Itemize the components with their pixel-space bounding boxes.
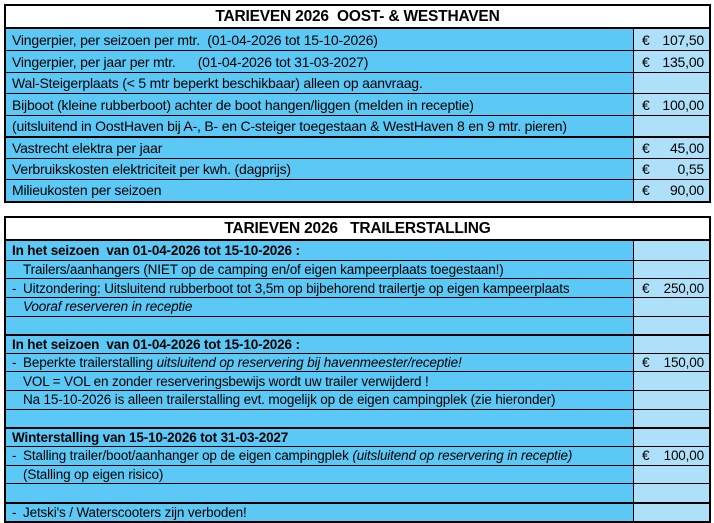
row-description: [6, 466, 633, 484]
text-segment: (Stalling op eigen risico): [23, 467, 164, 482]
text-segment: uitsluitend op reservering bij havenmeester/receptie!: [156, 355, 462, 371]
text-segment: Vastrecht elektra per jaar: [12, 139, 163, 156]
currency-symbol: €: [642, 96, 650, 113]
currency-symbol: €: [642, 182, 650, 199]
dash-bullet: -: [12, 355, 17, 371]
price-cell: [633, 317, 709, 335]
table-row: [6, 446, 709, 465]
price-amount: 100,00: [662, 96, 704, 113]
row-description: [6, 241, 633, 260]
table-row: [6, 260, 709, 279]
currency-symbol: €: [642, 139, 650, 156]
price-cell: [633, 391, 709, 409]
price-cell: [633, 73, 709, 93]
price-cell: [633, 51, 709, 71]
table-row: [6, 158, 709, 179]
price-cell: [633, 372, 709, 390]
table-row: [6, 29, 709, 50]
table-row: [6, 465, 709, 484]
text-segment: Vingerpier, per jaar per mtr. (01-04-2026 tot 31-03-2027): [12, 53, 369, 70]
row-description: [6, 391, 633, 409]
currency-symbol: €: [642, 355, 650, 371]
text-segment: Verbruikskosten elektriciteit per kwh. (dagprijs): [12, 160, 291, 177]
price-amount: 135,00: [662, 53, 704, 70]
table-row: [6, 115, 709, 136]
row-description: [6, 94, 633, 114]
price-cell: [633, 94, 709, 114]
price-amount: 45,00: [669, 139, 704, 156]
price-cell: [633, 410, 709, 428]
table-row: [6, 371, 709, 390]
table-row: [6, 278, 709, 297]
row-description: [6, 484, 633, 502]
dash-bullet: -: [12, 448, 17, 464]
table-rows: [6, 29, 709, 201]
table-row: [6, 179, 709, 200]
price-cell: [633, 279, 709, 297]
price-cell: [633, 180, 709, 200]
table-row: [6, 502, 709, 521]
price-amount: 107,50: [662, 31, 704, 48]
price-cell: [633, 484, 709, 502]
price-cell: [633, 241, 709, 260]
table-row: [6, 316, 709, 335]
text-segment: Stalling trailer/boot/aanhanger op de eigen campingplek: [23, 448, 353, 464]
table-row: [6, 241, 709, 260]
table-rows: [6, 241, 709, 521]
row-description: [6, 180, 633, 200]
currency-symbol: €: [642, 31, 650, 48]
row-description: [6, 372, 633, 390]
table-row: [6, 409, 709, 428]
row-description: [6, 410, 633, 428]
row-description: [6, 159, 633, 179]
dash-bullet: -: [12, 280, 17, 296]
price-cell: [633, 447, 709, 465]
row-description: [6, 279, 633, 297]
currency-symbol: €: [642, 160, 650, 177]
price-cell: [633, 261, 709, 279]
table-row: [6, 483, 709, 502]
row-description: [6, 429, 633, 446]
row-description: [6, 261, 633, 279]
text-segment: Trailers/aanhangers (NIET op de camping en/of eigen kampeerplaats toegestaan!): [23, 261, 504, 277]
text-segment: In het seizoen van 01-04-2026 tot 15-10-2026 :: [12, 242, 300, 258]
table-row: [6, 390, 709, 409]
table-oost-westhaven: [4, 4, 711, 203]
table-row: [6, 72, 709, 93]
price-cell: [633, 336, 709, 353]
row-description: [6, 29, 633, 50]
table-row: [6, 427, 709, 446]
table-row: [6, 297, 709, 316]
row-description: [6, 73, 633, 93]
price-cell: [633, 159, 709, 179]
text-segment: Vooraf reserveren in receptie: [23, 299, 193, 315]
row-description: [6, 447, 633, 465]
row-description: [6, 354, 633, 372]
row-description: [6, 116, 633, 136]
text-segment: Winterstalling van 15-10-2026 tot 31-03-2027: [12, 430, 289, 446]
price-cell: [633, 429, 709, 446]
currency-symbol: €: [642, 448, 650, 464]
currency-symbol: €: [642, 53, 650, 70]
price-amount: 250,00: [663, 280, 704, 296]
text-segment: Milieukosten per seizoen: [12, 182, 162, 199]
price-cell: [633, 138, 709, 157]
table-title-trailerstalling: TARIEVEN 2026 TRAILERSTALLING: [6, 218, 709, 241]
table-row: [6, 353, 709, 372]
price-cell: [633, 504, 709, 521]
price-amount: 90,00: [669, 182, 704, 199]
price-cell: [633, 354, 709, 372]
dash-bullet: -: [12, 504, 17, 520]
text-segment: (uitsluitend op reservering in receptie): [352, 448, 573, 464]
table-row: [6, 334, 709, 353]
currency-symbol: €: [642, 280, 650, 296]
price-cell: [633, 466, 709, 484]
text-segment: Bijboot (kleine rubberboot) achter de boot hangen/liggen (melden in receptie): [12, 96, 474, 113]
price-cell: [633, 116, 709, 136]
text-segment: In het seizoen van 01-04-2026 tot 15-10-2026 :: [12, 337, 300, 353]
text-segment: Vingerpier, per seizoen per mtr. (01-04-2026 tot 15-10-2026): [12, 31, 378, 48]
text-segment: Jetski's / Waterscooters zijn verboden!: [23, 504, 247, 520]
price-cell: [633, 29, 709, 50]
text-segment: Na 15-10-2026 is alleen trailerstalling evt. mogelijk op de eigen campingplek (zie hieronder): [23, 392, 556, 408]
text-segment: Uitzondering: Uitsluitend rubberboot tot 3,5m op bijbehorend trailertje op eigen kampeerplaats: [23, 280, 570, 296]
row-description: [6, 298, 633, 316]
price-amount: 0,55: [677, 160, 704, 177]
table-title-oost-westhaven: TARIEVEN 2026 OOST- & WESTHAVEN: [6, 6, 709, 29]
price-amount: 100,00: [663, 448, 704, 464]
price-cell: [633, 298, 709, 316]
text-segment: (uitsluitend in OostHaven bij A-, B- en C-steiger toegestaan & WestHaven 8 en 9 mtr. pieren): [12, 117, 567, 134]
price-amount: 150,00: [663, 355, 704, 371]
text-segment: VOL = VOL en zonder reserveringsbewijs wordt uw trailer verwijderd !: [23, 373, 429, 389]
table-trailerstalling: [4, 216, 711, 523]
row-description: [6, 336, 633, 353]
table-row: [6, 136, 709, 157]
row-description: [6, 504, 633, 521]
row-description: [6, 51, 633, 71]
row-description: [6, 138, 633, 157]
text-segment: Beperkte trailerstalling: [23, 355, 157, 371]
table-row: [6, 50, 709, 71]
text-segment: Wal-Steigerplaats (< 5 mtr beperkt beschikbaar) alleen op aanvraag.: [12, 75, 423, 92]
table-row: [6, 93, 709, 114]
row-description: [6, 317, 633, 335]
